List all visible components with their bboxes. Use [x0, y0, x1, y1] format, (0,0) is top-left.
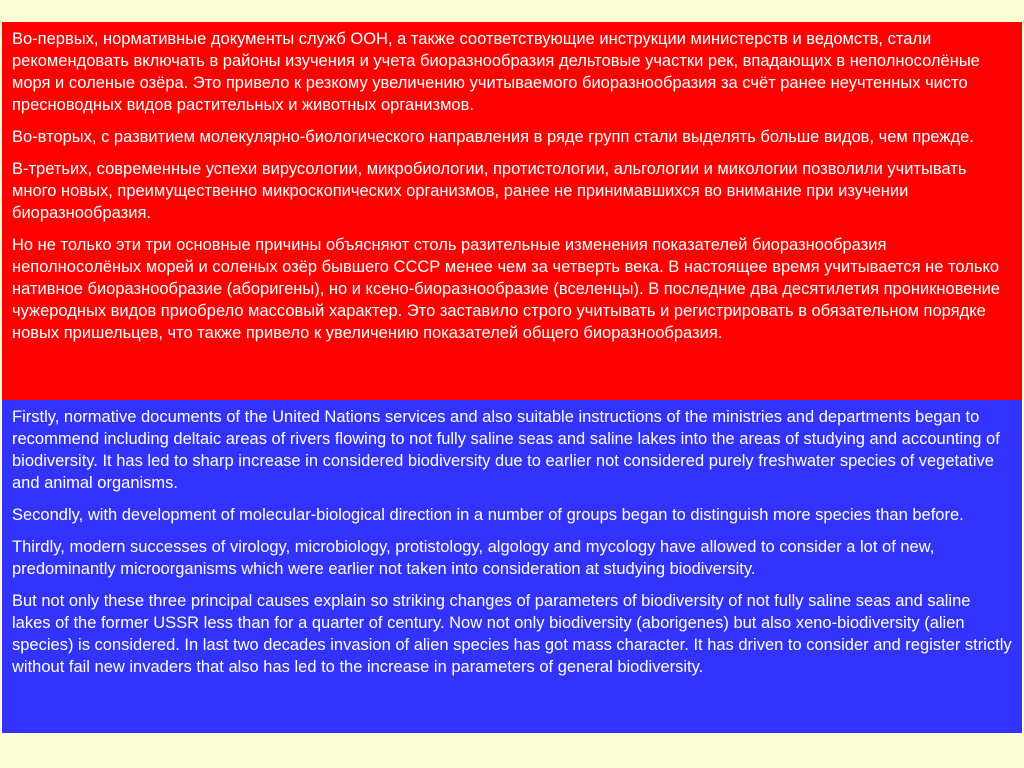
english-text-panel — [2, 400, 1022, 733]
ru-paragraph-3: В-третьих, современные успехи вирусологии, микробиологии, протистологии, альгологии и микологии позволили учитывать много новых, преимущественно микроскопических организмов, ранее не принимавшихся во внимание при изучении биоразнообразия. — [12, 160, 967, 222]
ru-paragraph-2: Во-вторых, с развитием молекулярно-биологического направления в ряде групп стали выделять больше видов, чем прежде. — [12, 128, 974, 146]
russian-text-panel — [2, 22, 1022, 400]
en-paragraph-2: Secondly, with development of molecular-biological direction in a number of groups began to distinguish more species than before. — [12, 506, 964, 524]
ru-paragraph-4: Но не только эти три основные причины объясняют столь разительные изменения показателей биоразнообразия неполносолёных морей и соленых озёр бывшего СССР менее чем за четверть века. В настоящее время учитывается не только нативное биоразнообразие (аборигены), но и ксено-биоразнообразие (вселенцы). В последние два десятилетия проникновение чужеродных видов приобрело массовый характер. Это заставило строго учитывать и регистрировать в обязательном порядке новых пришельцев, что также привело к увеличению показателей общего биоразнообразия. — [12, 236, 1000, 342]
ru-paragraph-1: Во-первых, нормативные документы служб ООН, а также соответствующие инструкции министерств и ведомств, стали рекомендовать включать в районы изучения и учета биоразнообразия дельтовые участки рек, впадающих в неполносолёные моря и соленые озёра. Это привело к резкому увеличению учитываемого биоразнообразия за счёт ранее неучтенных чисто пресноводных видов растительных и животных организмов. — [12, 30, 980, 114]
en-paragraph-3: Thirdly, modern successes of virology, microbiology, protistology, algology and mycology have allowed to consider a lot of new, predominantly microorganisms which were earlier not taken into consideration at studying biodiversity. — [12, 538, 935, 578]
en-paragraph-1: Firstly, normative documents of the United Nations services and also suitable instructions of the ministries and departments began to recommend including deltaic areas of rivers flowing to not fully saline seas and saline lakes into the areas of studying and accounting of biodiversity. It has led to sharp increase in considered biodiversity due to earlier not considered purely freshwater species of vegetative and animal organisms. — [12, 408, 1000, 492]
en-paragraph-4: But not only these three principal causes explain so striking changes of parameters of biodiversity of not fully saline seas and saline lakes of the former USSR less than for a quarter of century. Now not only biodiversity (aborigenes) but also xeno-biodiversity (alien species) is considered. In last two decades invasion of alien species has got mass character. It has driven to consider and register strictly without fail new invaders that also has led to the increase in parameters of general biodiversity. — [12, 592, 1012, 676]
